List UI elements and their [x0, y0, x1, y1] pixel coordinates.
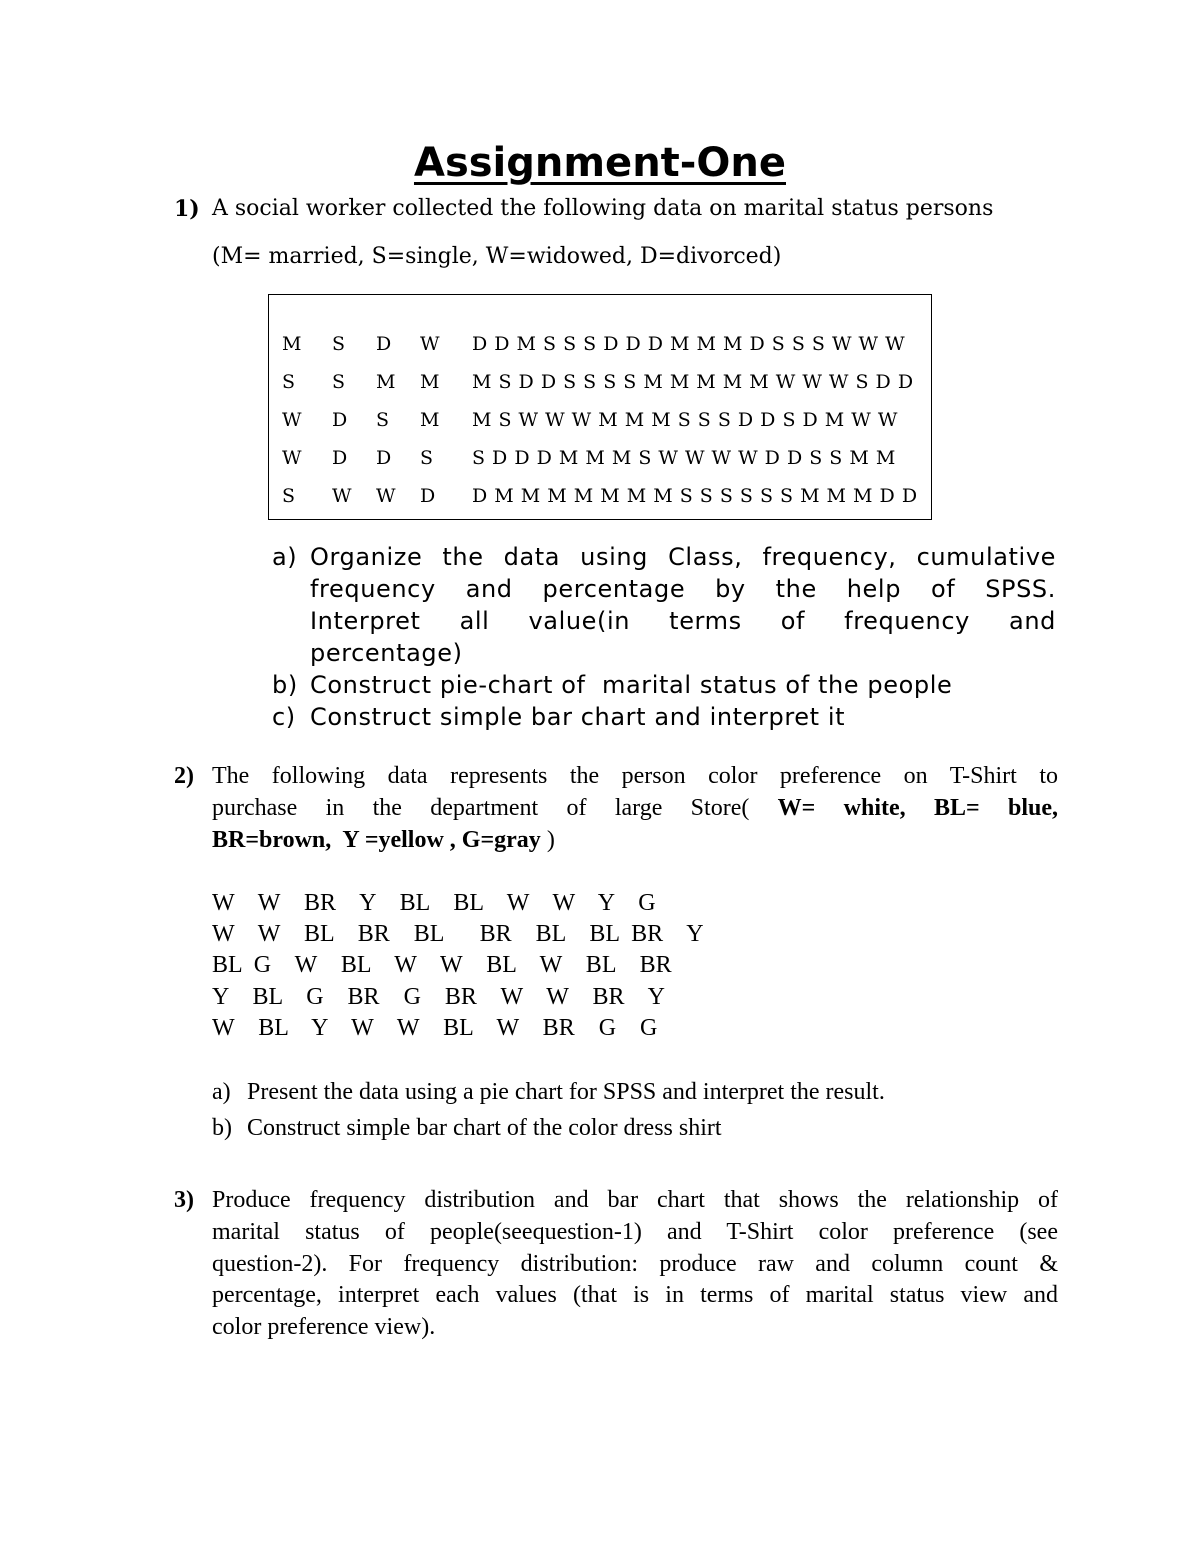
data-cell: W — [282, 409, 303, 431]
data-cell: D M M M M M M M S S S S S S M M M D D — [472, 485, 918, 507]
data-cell: M — [420, 371, 440, 393]
color-data-row: W BL Y W W BL W BR G G — [212, 1015, 658, 1041]
question-2-line-3 — [212, 827, 555, 854]
question-1-line-1: A social worker collected the following data on marital status persons — [212, 196, 994, 221]
data-cell: S — [332, 371, 346, 393]
question-2-number: 2) — [174, 763, 194, 789]
color-data-row: BL G W BL W W BL W BL BR — [212, 952, 672, 978]
data-cell: S — [332, 333, 346, 355]
question-3-line-5: color preference view). — [212, 1314, 436, 1340]
question-1-number: 1) — [174, 196, 200, 222]
question-2-line-2-plain: purchase in the department of large Store( — [212, 795, 778, 821]
question-1a-label: a) — [272, 543, 298, 571]
color-data-row: W W BR Y BL BL W W Y G — [212, 890, 656, 916]
data-cell: S — [420, 447, 434, 469]
question-1c-label: c) — [272, 703, 296, 731]
page-title: Assignment-One — [413, 140, 786, 186]
question-3-line-2: marital status of people(seequestion-1) and T-Shirt color preference (see — [212, 1219, 1058, 1245]
question-2b-text: Construct simple bar chart of the color dress shirt — [247, 1115, 722, 1141]
data-cell: M — [420, 409, 440, 431]
data-cell: D — [332, 447, 348, 469]
question-1a-line-3: Interpret all value(in terms of frequency and — [310, 607, 1056, 635]
data-cell: D — [332, 409, 348, 431]
color-data-row: Y BL G BR G BR W W BR Y — [212, 984, 665, 1010]
data-cell: M S W W W M M M S S S D D S D M W W — [472, 409, 898, 431]
data-cell: S — [282, 485, 296, 507]
question-1c-text: Construct simple bar chart and interpret it — [310, 703, 846, 731]
color-data-row: W W BL BR BL BR BL BL BR Y — [212, 921, 704, 947]
question-1b-label: b) — [272, 671, 298, 699]
data-cell: D D M S S S D D D M M M D S S S W W W — [472, 333, 906, 355]
question-2-line-2 — [212, 795, 1058, 822]
question-2b-label: b) — [212, 1115, 232, 1141]
question-3-number: 3) — [174, 1187, 194, 1213]
color-legend-part-1: W= white, BL= blue, — [777, 795, 1059, 821]
data-cell: W — [282, 447, 303, 469]
question-2a-label: a) — [212, 1079, 231, 1105]
data-cell: S — [376, 409, 390, 431]
question-3-line-3: question-2). For frequency distribution: produce raw and column count & — [212, 1251, 1058, 1277]
question-1b-text: Construct pie-chart of marital status of the people — [310, 671, 953, 699]
question-2a-text: Present the data using a pie chart for SPSS and interpret the result. — [247, 1079, 885, 1105]
color-legend-part-2: BR=brown, Y =yellow , G=gray — [212, 827, 541, 853]
data-cell: M — [376, 371, 396, 393]
question-1a-line-4: percentage) — [310, 639, 463, 667]
data-cell: S — [282, 371, 296, 393]
data-cell: W — [376, 485, 397, 507]
question-3-line-4: percentage, interpret each values (that is in terms of marital status view and — [212, 1282, 1058, 1308]
data-cell: W — [420, 333, 441, 355]
question-1a-line-2: frequency and percentage by the help of SPSS. — [310, 575, 1056, 603]
question-1a-line-1: Organize the data using Class, frequency, cumulative — [310, 543, 1056, 571]
data-cell: D — [376, 447, 392, 469]
data-cell: S D D D M M M S W W W W D D S S M M — [472, 447, 896, 469]
data-cell: D — [376, 333, 392, 355]
data-cell: M S D D S S S S M M M M M W W W S D D — [472, 371, 914, 393]
data-cell: D — [420, 485, 436, 507]
question-3-line-1: Produce frequency distribution and bar chart that shows the relationship of — [212, 1187, 1058, 1213]
question-1-line-2: (M= married, S=single, W=widowed, D=divorced) — [212, 244, 782, 269]
data-cell: W — [332, 485, 353, 507]
question-2-line-1: The following data represents the person color preference on T-Shirt to — [212, 763, 1058, 789]
question-2-line-3-end: ) — [540, 827, 555, 853]
data-cell: M — [282, 333, 302, 355]
